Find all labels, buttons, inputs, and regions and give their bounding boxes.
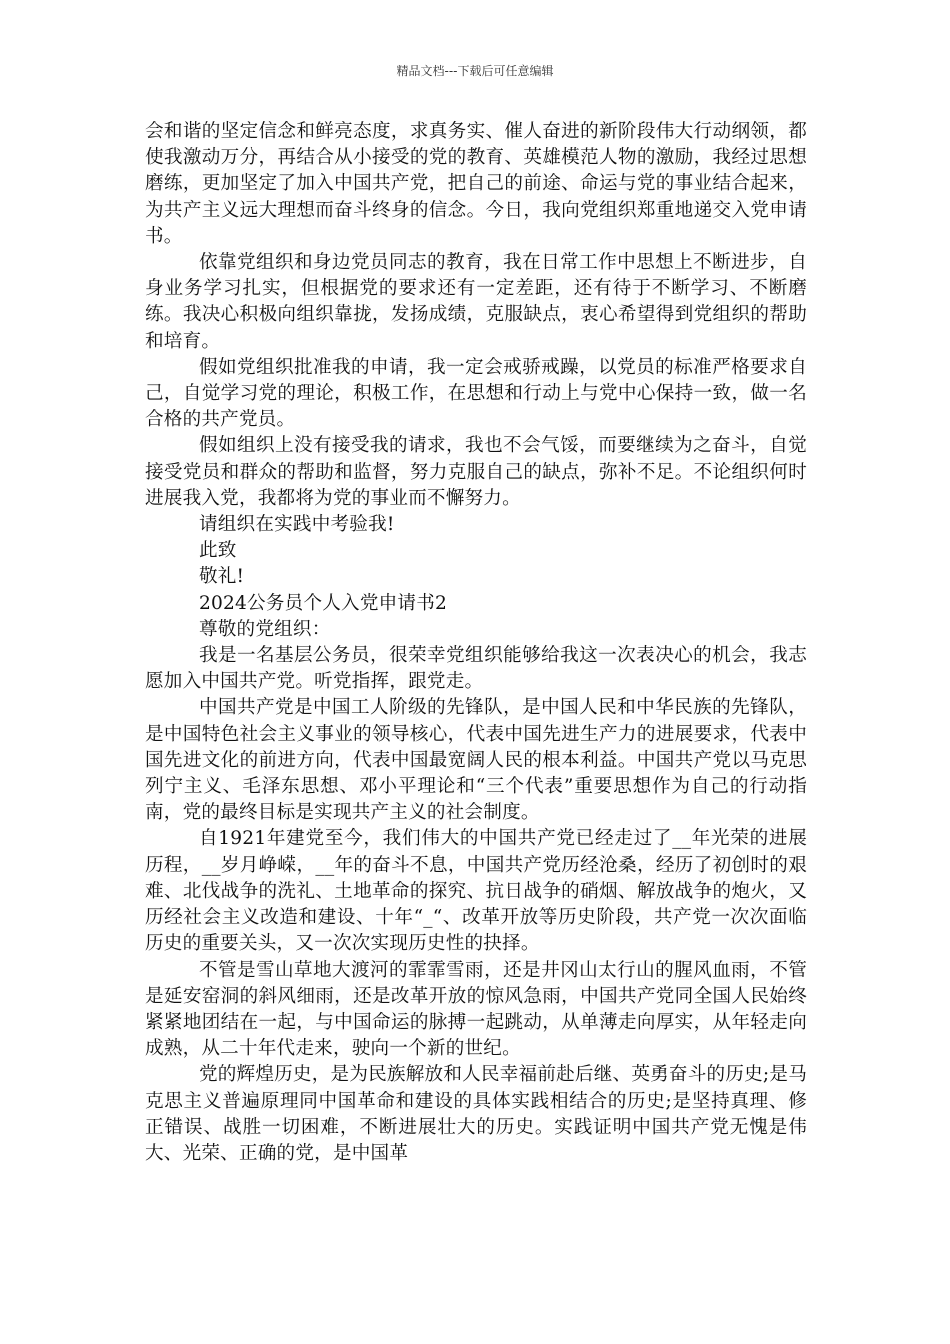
- paragraph: 我是一名基层公务员，很荣幸党组织能够给我这一次表决心的机会，我志愿加入中国共产党。听党指挥，跟党走。: [145, 645, 807, 693]
- paragraph: 中国共产党是中国工人阶级的先锋队，是中国人民和中华民族的先锋队，是中国特色社会主义事业的领导核心，代表中国先进生产力的进展要求，代表中国先进文化的前进方向，代表中国最宽阔人民的根本利益。中国共产党以马克思列宁主义、毛泽东思想、邓小平理论和“三个代表”重要思想作为自己的行动指南，党的最终目标是实现共产主义的社会制度。: [145, 697, 807, 824]
- closing-line: 敬礼!: [198, 566, 245, 588]
- page-header: 精品文档---下载后可任意编辑: [396, 64, 554, 78]
- paragraph: 不管是雪山草地大渡河的霏霏雪雨，还是井冈山太行山的腥风血雨，不管是延安窑洞的斜风细雨，还是改革开放的惊风急雨，中国共产党同全国人民始终紧紧地团结在一起，与中国命运的脉搏一起跳动，从单薄走向厚实，从年轻走向成熟，从二十年代走来，驶向一个新的世纪。: [145, 959, 807, 1060]
- paragraph: 会和谐的坚定信念和鲜亮态度，求真务实、催人奋进的新阶段伟大行动纲领，都使我激动万分，再结合从小接受的党的教育、英雄模范人物的激励，我经过思想磨练，更加坚定了加入中国共产党，把自己的前途、命运与党的事业结合起来，为共产主义远大理想而奋斗终身的信念。今日，我向党组织郑重地递交入党申请书。: [145, 121, 807, 247]
- closing-line: 请组织在实践中考验我!: [198, 514, 395, 536]
- paragraph: 党的辉煌历史，是为民族解放和人民幸福前赴后继、英勇奋斗的历史;是马克思主义普遍原理同中国革命和建设的具体实践相结合的历史;是坚持真理、修正错误、战胜一切困难，不断进展壮大的历史。实践证明中国共产党无愧是伟大、光荣、正确的党，是中国革: [145, 1064, 807, 1164]
- paragraph: 自1921年建党至今，我们伟大的中国共产党已经走过了__年光荣的进展历程，__岁月峥嵘，__年的奋斗不息，中国共产党历经沧桑，经历了初创时的艰难、北伐战争的洗礼、土地革命的探究、抗日战争的硝烟、解放战争的炮火，又历经社会主义改造和建设、十年“_“、改革开放等历史阶段，共产党一次次面临历史的重要关头，又一次次实现历史性的抉择。: [145, 828, 807, 955]
- paragraph: 依靠党组织和身边党员同志的教育，我在日常工作中思想上不断进步，自身业务学习扎实，但根据党的要求还有一定差距，还有待于不断学习、不断磨练。我决心积极向组织靠拢，发扬成绩，克服缺点，衷心希望得到党组织的帮助和培育。: [145, 252, 807, 352]
- section-title: 2024公务员个人入党申请书2: [198, 592, 448, 614]
- paragraph: 假如党组织批准我的申请，我一定会戒骄戒躁，以党员的标准严格要求自己，自觉学习党的理论，积极工作，在思想和行动上与党中心保持一致，做一名合格的共产党员。: [145, 356, 807, 431]
- document-body: [145, 119, 807, 1167]
- closing-line: 此致: [198, 540, 237, 562]
- paragraph: 假如组织上没有接受我的请求，我也不会气馁，而要继续为之奋斗，自觉接受党员和群众的帮助和监督，努力克服自己的缺点，弥补不足。不论组织何时进展我入党，我都将为党的事业而不懈努力。: [145, 435, 807, 509]
- salutation: 尊敬的党组织：: [198, 618, 331, 640]
